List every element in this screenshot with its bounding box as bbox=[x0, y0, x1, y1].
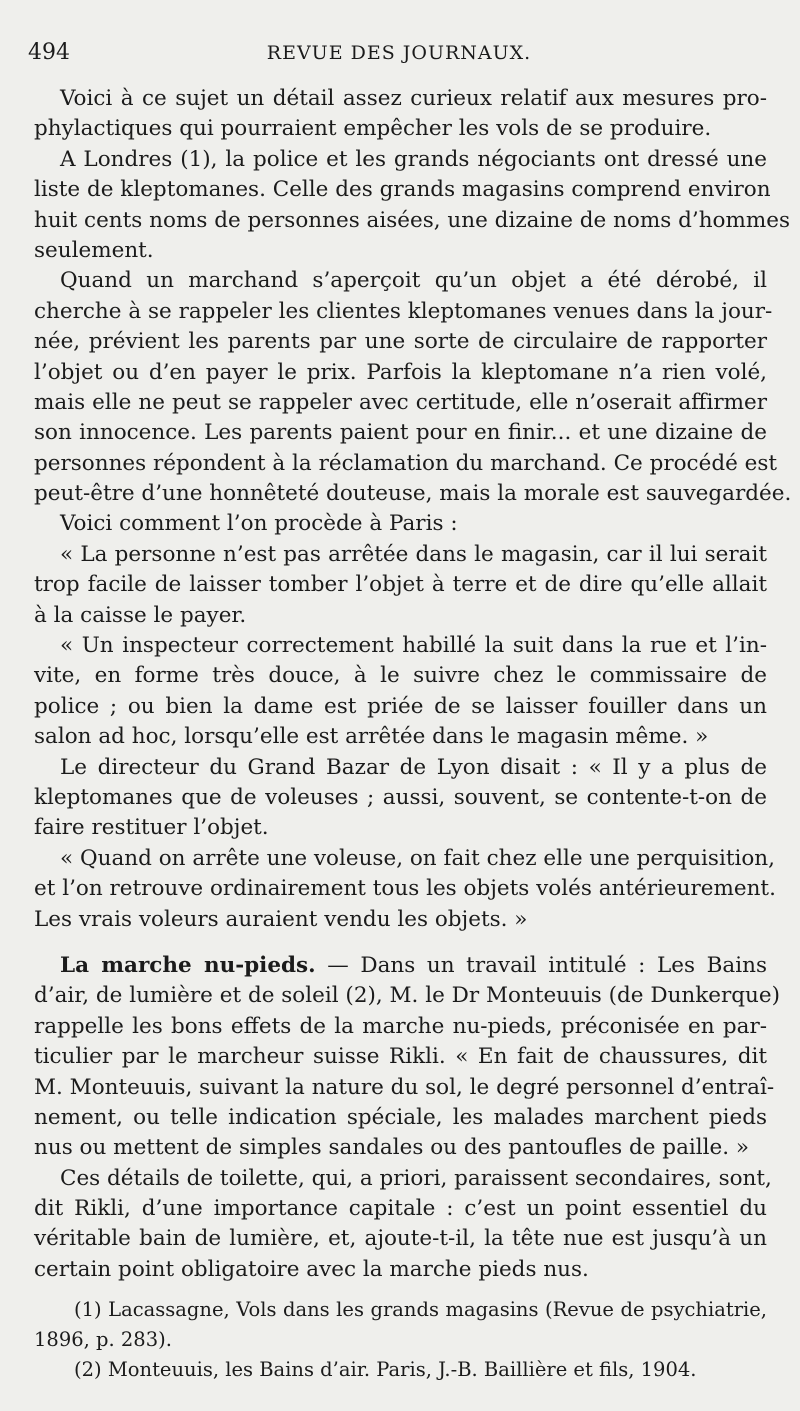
text-line: Les vrais voleurs auraient vendu les objets. » bbox=[34, 906, 528, 932]
footnote-1-cont: 1896, p. 283). bbox=[34, 1328, 172, 1352]
text-line: son innocence. Les parents paient pour en finir... et une dizaine de bbox=[34, 420, 767, 446]
text-line: et l’on retrouve ordinairement tous les objets volés antérieurement. bbox=[34, 876, 776, 902]
page-number: 494 bbox=[28, 40, 70, 65]
text-line: « Quand on arrête une voleuse, on fait chez elle une perquisition, bbox=[60, 845, 775, 871]
text-line: l’objet ou d’en payer le prix. Parfois la kleptomane n’a rien volé, bbox=[34, 359, 767, 385]
text-line: huit cents noms de personnes aisées, une dizaine de noms d’hommes bbox=[34, 207, 791, 233]
text-line: véritable bain de lumière, et, ajoute-t-il, la tête nue est jusqu’à un bbox=[34, 1226, 767, 1252]
section-title: La marche nu-pieds. bbox=[60, 952, 316, 978]
text-line: cherche à se rappeler les clientes kleptomanes venues dans la jour- bbox=[34, 298, 773, 324]
text-line: Voici à ce sujet un détail assez curieux relatif aux mesures pro- bbox=[60, 86, 767, 111]
page-header bbox=[28, 40, 770, 72]
text-line: trop facile de laisser tomber l’objet à terre et de dire qu’elle allait bbox=[34, 572, 767, 598]
text-line: nement, ou telle indication spéciale, les malades marchent pieds bbox=[34, 1104, 767, 1130]
text-line: Quand un marchand s’aperçoit qu’un objet a été dérobé, il bbox=[60, 268, 767, 294]
text-line: Voici comment l’on procède à Paris : bbox=[60, 511, 458, 537]
text-line: vite, en forme très douce, à le suivre chez le commissaire de bbox=[34, 663, 767, 689]
text-line: phylactiques qui pourraient empêcher les vols de se produire. bbox=[34, 116, 712, 142]
text-line: rappelle les bons effets de la marche nu-pieds, préconisée en par- bbox=[34, 1013, 767, 1039]
section-dash: — bbox=[315, 952, 361, 978]
text-line: dit Rikli, d’une importance capitale : c’est un point essentiel du bbox=[34, 1196, 767, 1222]
text-line: ticulier par le marcheur suisse Rikli. « En fait de chaussures, dit bbox=[34, 1044, 767, 1070]
text-line: seulement. bbox=[34, 237, 154, 263]
text-line: liste de kleptomanes. Celle des grands magasins comprend environ bbox=[34, 177, 771, 203]
text-line: Le directeur du Grand Bazar de Lyon disait : « Il y a plus de bbox=[60, 754, 767, 780]
section-gap bbox=[34, 935, 767, 951]
text-line: certain point obligatoire avec la marche pieds nus. bbox=[34, 1256, 589, 1282]
text-line: d’air, de lumière et de soleil (2), M. le Dr Monteuuis (de Dunkerque) bbox=[34, 983, 781, 1009]
text-line: « Un inspecteur correctement habillé la suit dans la rue et l’in- bbox=[60, 633, 767, 659]
running-head: REVUE DES JOURNAUX. bbox=[266, 42, 532, 64]
text-line: kleptomanes que de voleuses ; aussi, souvent, se contente-t-on de bbox=[34, 784, 767, 810]
footnote-gap bbox=[34, 1285, 767, 1295]
text-line: faire restituer l’objet. bbox=[34, 815, 269, 841]
text-line: née, prévient les parents par une sorte de circulaire de rapporter bbox=[34, 329, 767, 355]
section-intro: Dans un travail intitulé : Les Bains bbox=[360, 952, 768, 978]
text-line: M. Monteuuis, suivant la nature du sol, le degré personnel d’entraî- bbox=[34, 1074, 775, 1100]
footnote-1: (1) Lacassagne, Vols dans les grands magasins (Revue de psychiatrie, bbox=[74, 1298, 767, 1322]
text-line: « La personne n’est pas arrêtée dans le magasin, car il lui serait bbox=[60, 541, 767, 567]
text-line: personnes répondent à la réclamation du marchand. Ce procédé est bbox=[34, 450, 778, 476]
text-line: police ; ou bien la dame est priée de se laisser fouiller dans un bbox=[34, 693, 767, 719]
page-body bbox=[34, 84, 792, 1385]
text-line: peut-être d’une honnêteté douteuse, mais la morale est sauvegardée. bbox=[34, 481, 792, 507]
text-line: salon ad hoc, lorsqu’elle est arrêtée dans le magasin même. » bbox=[34, 724, 709, 750]
text-line: à la caisse le payer. bbox=[34, 602, 247, 628]
text-line: mais elle ne peut se rappeler avec certitude, elle n’oserait affirmer bbox=[34, 389, 767, 415]
text-line: nus ou mettent de simples sandales ou des pantoufles de paille. » bbox=[34, 1135, 750, 1161]
text-line: A Londres (1), la police et les grands négociants ont dressé une bbox=[60, 146, 767, 172]
section-first-line bbox=[34, 951, 767, 981]
text-line: Ces détails de toilette, qui, a priori, paraissent secondaires, sont, bbox=[60, 1165, 772, 1191]
footnote-2: (2) Monteuuis, les Bains d’air. Paris, J.-B. Baillière et fils, 1904. bbox=[74, 1358, 697, 1382]
